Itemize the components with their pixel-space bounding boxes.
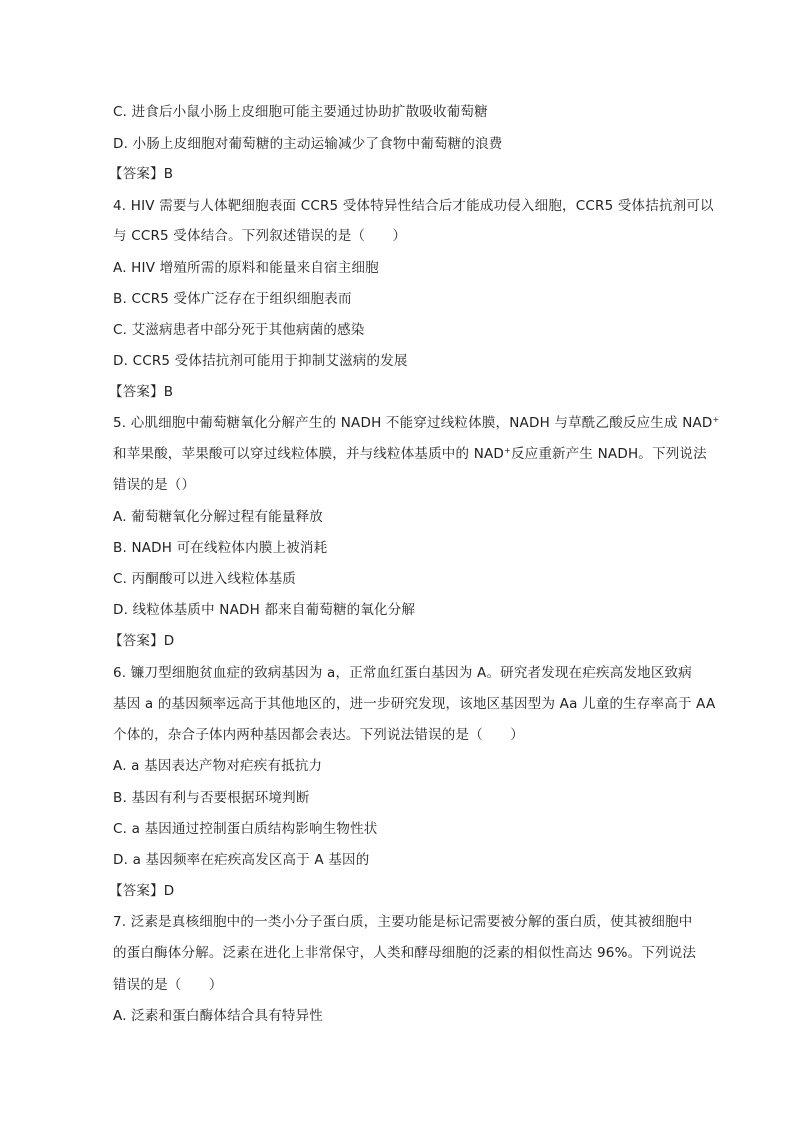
q5-answer: 【答案】D — [109, 633, 175, 649]
q3-option-d: D. 小肠上皮细胞对葡萄糖的主动运输减少了食物中葡萄糖的浪费 — [113, 136, 503, 152]
q7-stem-line1: 7. 泛素是真核细胞中的一类小分子蛋白质，主要功能是标记需要被分解的蛋白质，使其被细胞中 — [113, 914, 693, 930]
q6-option-a: A. a 基因表达产物对疟疾有抵抗力 — [113, 758, 323, 774]
q5-stem-line2-text-b: 反应重新产生 NADH。下列说法 — [510, 446, 707, 462]
q7-stem-line2: 的蛋白酶体分解。泛素在进化上非常保守，人类和酵母细胞的泛素的相似性高达 96%。下列说法 — [113, 945, 697, 961]
q5-option-c: C. 丙酮酸可以进入线粒体基质 — [113, 571, 297, 587]
q4-option-d: D. CCR5 受体拮抗剂可能用于抑制艾滋病的发展 — [113, 353, 408, 369]
q5-superscript-plus: + — [712, 415, 720, 424]
q4-answer: 【答案】B — [109, 384, 174, 400]
q6-stem-line3: 个体的，杂合子体内两种基因都会表达。下列说法错误的是（ ） — [113, 727, 524, 743]
q6-stem-line2: 基因 a 的基因频率远高于其他地区的，进一步研究发现，该地区基因型为 Aa 儿童的生存率高于 AA — [113, 696, 716, 712]
q4-option-a: A. HIV 增殖所需的原料和能量来自宿主细胞 — [113, 260, 379, 276]
q5-superscript-plus-2: + — [504, 446, 511, 455]
q5-stem-line1 — [113, 413, 720, 433]
q5-option-d: D. 线粒体基质中 NADH 都来自葡萄糖的氧化分解 — [113, 602, 416, 618]
q4-stem-line1: 4. HIV 需要与人体靶细胞表面 CCR5 受体特异性结合后才能成功侵入细胞，CCR5 受体拮抗剂可以 — [113, 198, 714, 214]
q5-stem-line3: 错误的是（） — [113, 477, 196, 493]
q5-stem-line2 — [113, 444, 713, 464]
q5-stem-line2-text-a: 和苹果酸，苹果酸可以穿过线粒体膜，并与线粒体基质中的 NAD — [113, 446, 505, 462]
q6-option-c: C. a 基因通过控制蛋白质结构影响生物性状 — [113, 821, 378, 837]
q5-stem-line1-text: 5. 心肌细胞中葡萄糖氧化分解产生的 NADH 不能穿过线粒体膜，NADH 与草酰乙酸反应生成 NAD — [113, 415, 713, 431]
q6-answer: 【答案】D — [109, 883, 175, 899]
q4-option-b: B. CCR5 受体广泛存在于组织细胞表而 — [113, 291, 352, 307]
q6-option-d: D. a 基因频率在疟疾高发区高于 A 基因的 — [113, 852, 370, 868]
q4-stem-line2: 与 CCR5 受体结合。下列叙述错误的是（ ） — [113, 228, 407, 244]
q5-option-b: B. NADH 可在线粒体内膜上被消耗 — [113, 540, 328, 556]
q4-option-c: C. 艾滋病患者中部分死于其他病菌的感染 — [113, 322, 365, 338]
q5-option-a: A. 葡萄糖氧化分解过程有能量释放 — [113, 509, 323, 525]
q6-option-b: B. 基因有利与否要根据环境判断 — [113, 790, 310, 806]
q3-option-c: C. 进食后小鼠小肠上皮细胞可能主要通过协助扩散吸收葡萄糖 — [113, 104, 488, 120]
q6-stem-line1: 6. 镰刀型细胞贫血症的致病基因为 a，正常血红蛋白基因为 A。研究者发现在疟疾高发地区致病 — [113, 665, 692, 681]
q7-option-a: A. 泛素和蛋白酶体结合具有特异性 — [113, 1008, 323, 1024]
q3-answer: 【答案】B — [109, 166, 174, 182]
q7-stem-line3: 错误的是（ ） — [113, 977, 223, 993]
